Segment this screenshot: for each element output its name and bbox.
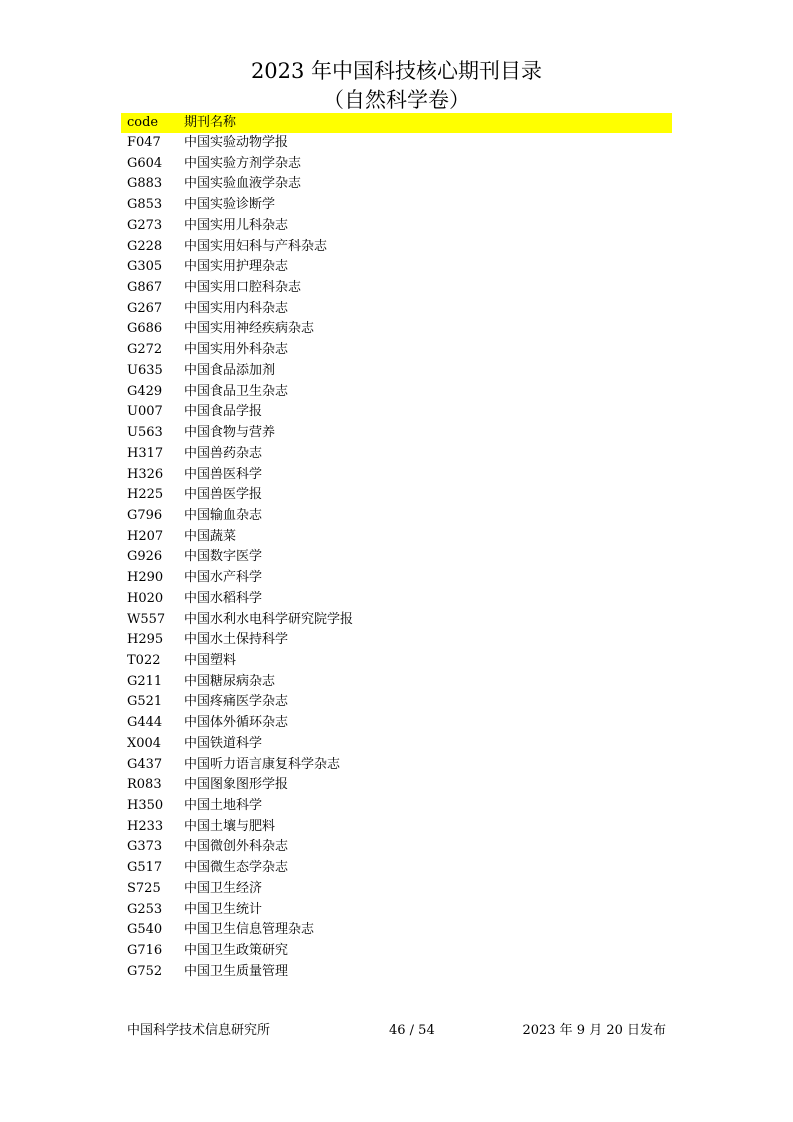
table-row — [121, 257, 672, 278]
journal-name: 中国水稻科学 — [184, 590, 263, 606]
table-row — [121, 734, 672, 755]
footer-institute: 中国科学技术信息研究所 — [127, 1023, 271, 1038]
journal-code: H295 — [127, 632, 164, 648]
journal-code: R083 — [127, 777, 162, 793]
journal-name: 中国兽医学报 — [184, 487, 263, 503]
journal-code: G273 — [127, 217, 163, 233]
table-row — [121, 610, 672, 631]
journal-name: 中国听力语言康复科学杂志 — [184, 756, 341, 772]
journal-name: 中国实验动物学报 — [184, 135, 289, 150]
journal-name: 中国卫生信息管理杂志 — [184, 922, 315, 938]
table-row — [121, 568, 672, 589]
table-row — [121, 216, 672, 237]
journal-code: G517 — [127, 860, 163, 876]
journal-code: U563 — [127, 425, 163, 441]
journal-name: 中国实用内科杂志 — [184, 300, 289, 316]
table-row — [121, 299, 672, 320]
table-row — [121, 547, 672, 568]
journal-name: 中国实用妇科与产科杂志 — [184, 238, 328, 254]
table-row — [121, 589, 672, 610]
journal-code: G437 — [127, 756, 163, 772]
journal-name: 中国卫生统计 — [184, 901, 263, 917]
journal-name: 中国食物与营养 — [184, 425, 276, 441]
table-row — [121, 962, 672, 983]
journal-code: G540 — [127, 922, 163, 938]
journal-code: G926 — [127, 549, 163, 565]
table-row — [121, 900, 672, 921]
table-row — [121, 837, 672, 858]
journal-name: 中国实验诊断学 — [184, 197, 276, 213]
journal-code: G716 — [127, 943, 163, 959]
journal-table — [121, 133, 672, 982]
journal-name: 中国蔬菜 — [184, 528, 237, 544]
journal-name: 中国兽医科学 — [184, 466, 263, 482]
journal-name: 中国食品学报 — [184, 404, 263, 420]
journal-name: 中国实用神经疾病杂志 — [184, 321, 315, 337]
journal-name: 中国实用护理杂志 — [184, 259, 289, 275]
table-row — [121, 941, 672, 962]
table-row — [121, 920, 672, 941]
journal-code: G228 — [127, 238, 163, 254]
journal-code: H290 — [127, 570, 164, 586]
journal-code: H350 — [127, 798, 164, 813]
table-row — [121, 755, 672, 776]
journal-code: X004 — [127, 735, 162, 751]
table-row — [121, 465, 672, 486]
journal-name: 中国食品添加剂 — [184, 362, 276, 378]
table-row — [121, 278, 672, 299]
journal-code: T022 — [127, 652, 161, 668]
table-row — [121, 506, 672, 527]
footer-date: 2023 年 9 月 20 日发布 — [522, 1023, 666, 1038]
page-title: 2023 年中国科技核心期刊目录 — [250, 59, 543, 83]
journal-code: G267 — [127, 300, 163, 316]
table-row — [121, 630, 672, 651]
table-row — [121, 672, 672, 693]
table-row — [121, 444, 672, 465]
journal-code: G373 — [127, 839, 163, 855]
journal-name: 中国水产科学 — [184, 570, 263, 586]
table-row — [121, 796, 672, 817]
journal-code: G211 — [127, 673, 163, 689]
journal-code: U635 — [127, 362, 163, 378]
journal-name: 中国卫生经济 — [184, 880, 263, 896]
table-row — [121, 402, 672, 423]
journal-name: 中国水土保持科学 — [184, 632, 289, 648]
table-row — [121, 174, 672, 195]
table-row — [121, 485, 672, 506]
table-row — [121, 651, 672, 672]
journal-name: 中国兽药杂志 — [184, 445, 263, 461]
journal-name: 中国实用儿科杂志 — [184, 217, 289, 233]
table-row — [121, 237, 672, 258]
journal-code: G867 — [127, 280, 163, 296]
column-header-name: 期刊名称 — [184, 115, 237, 130]
footer-page-number: 46 / 54 — [389, 1023, 435, 1038]
journal-code: G272 — [127, 342, 163, 358]
table-row — [121, 817, 672, 838]
journal-code: G752 — [127, 963, 163, 979]
journal-code: G521 — [127, 694, 163, 710]
journal-code: G883 — [127, 176, 163, 192]
journal-name: 中国输血杂志 — [184, 507, 263, 523]
journal-code: G686 — [127, 321, 163, 337]
journal-code: H317 — [127, 445, 164, 461]
table-row — [121, 154, 672, 175]
journal-name: 中国土地科学 — [184, 798, 263, 813]
journal-name: 中国糖尿病杂志 — [184, 673, 276, 689]
journal-code: F047 — [127, 135, 161, 150]
table-row — [121, 195, 672, 216]
journal-name: 中国图象图形学报 — [184, 777, 289, 793]
journal-name: 中国卫生政策研究 — [184, 943, 289, 959]
journal-code: G429 — [127, 383, 163, 399]
table-row — [121, 879, 672, 900]
journal-code: H233 — [127, 818, 164, 834]
journal-code: H225 — [127, 487, 164, 503]
journal-code: G444 — [127, 715, 163, 731]
journal-name: 中国卫生质量管理 — [184, 963, 289, 979]
journal-code: G796 — [127, 507, 163, 523]
journal-code: U007 — [127, 404, 163, 420]
table-row — [121, 692, 672, 713]
journal-name: 中国实验方剂学杂志 — [184, 155, 302, 171]
journal-name: 中国食品卫生杂志 — [184, 383, 289, 399]
journal-name: 中国土壤与肥料 — [184, 818, 276, 834]
journal-code: H207 — [127, 528, 164, 544]
table-row — [121, 775, 672, 796]
table-row — [121, 340, 672, 361]
journal-code: G853 — [127, 197, 163, 213]
journal-name: 中国疼痛医学杂志 — [184, 694, 289, 710]
table-row — [121, 858, 672, 879]
journal-name: 中国实用口腔科杂志 — [184, 280, 302, 296]
journal-name: 中国数字医学 — [184, 549, 263, 565]
journal-name: 中国实用外科杂志 — [184, 342, 289, 358]
column-header-code: code — [127, 115, 159, 130]
journal-name: 中国体外循环杂志 — [184, 715, 289, 731]
table-row — [121, 527, 672, 548]
table-row — [121, 713, 672, 734]
journal-name: 中国水利水电科学研究院学报 — [184, 611, 354, 627]
journal-name: 中国铁道科学 — [184, 735, 263, 751]
table-row — [121, 319, 672, 340]
journal-name: 中国微生态学杂志 — [184, 860, 289, 876]
table-row — [121, 423, 672, 444]
page-subtitle: （自然科学卷） — [323, 88, 470, 112]
journal-name: 中国塑料 — [184, 652, 237, 668]
journal-code: W557 — [127, 611, 166, 627]
journal-code: G253 — [127, 901, 163, 917]
journal-name: 中国微创外科杂志 — [184, 839, 289, 855]
table-row — [121, 361, 672, 382]
journal-code: G604 — [127, 155, 163, 171]
table-header — [121, 113, 672, 133]
journal-code: H020 — [127, 590, 164, 606]
table-row — [121, 133, 672, 154]
journal-code: H326 — [127, 466, 164, 482]
table-row — [121, 382, 672, 403]
journal-code: S725 — [127, 880, 161, 896]
journal-code: G305 — [127, 259, 163, 275]
journal-name: 中国实验血液学杂志 — [184, 176, 302, 192]
